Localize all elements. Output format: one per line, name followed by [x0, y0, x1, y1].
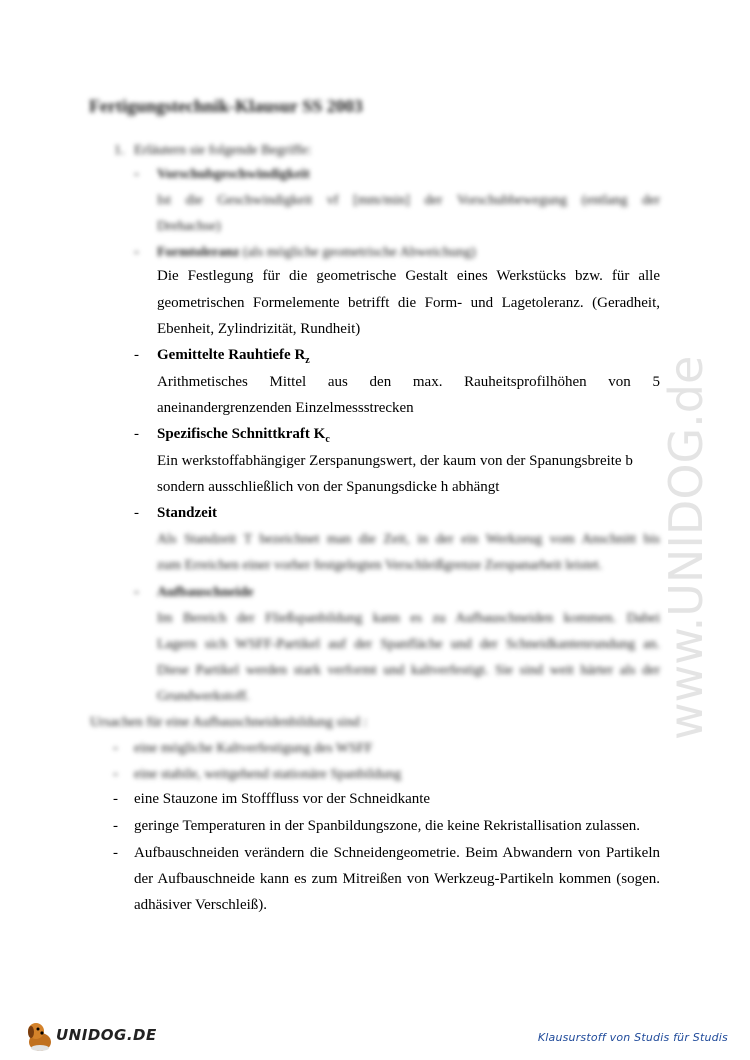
term-line: geometrischen Formelemente betrifft die Form- und Lagetoleranz. (Geradheit, — [157, 295, 660, 311]
cause-line: der Aufbauschneide kann es zum Mitreißen von Werkzeug-Partikeln kommen (sogen. — [134, 871, 660, 887]
term-heading: Formtoleranz — [157, 245, 240, 260]
term-line: Diese Partikel werden stark verformt und kaltverfestigt. Sie sind weit härter als der — [157, 663, 660, 678]
list-dash: - — [113, 766, 118, 782]
term-heading — [157, 426, 330, 445]
list-dash: - — [134, 505, 139, 521]
term-heading: Vorschubgeschwindigkeit — [157, 167, 310, 182]
document-title: Fertigungstechnik-Klausur SS 2003 — [89, 96, 363, 116]
term-suffix: (als mögliche geometrische Abweichung) — [239, 245, 476, 260]
term-line: Als Standzeit T bezeichnet man die Zeit, in der ein Werkzeug vom Anschnitt bis — [157, 532, 660, 547]
term-line: Grundwerkstoff. — [157, 689, 250, 704]
watermark-text: www.UNIDOG.de — [659, 355, 713, 740]
cause-line: eine mögliche Kaltverfestigung des WSFF — [134, 741, 373, 756]
term-line: Drehachse) — [157, 219, 221, 234]
cause-line: eine Stauzone im Stofffluss vor der Schneidkante — [134, 791, 431, 807]
footer-tagline: Klausurstoff von Studis für Studis — [537, 1031, 728, 1044]
term-line: Die Festlegung für die geometrische Gestalt eines Werkstücks bzw. für alle — [157, 268, 660, 284]
list-dash: - — [113, 818, 118, 834]
term-line: Ebenheit, Zylindrizität, Rundheit) — [157, 321, 361, 337]
list-dash: - — [134, 426, 139, 442]
logo-text: UNIDOG.DE — [56, 1026, 157, 1044]
list-dash: - — [134, 347, 139, 363]
list-dash: - — [134, 584, 139, 600]
watermark — [640, 270, 750, 750]
cause-line: Aufbauschneiden verändern die Schneidengeometrie. Beim Abwandern von Partikeln — [134, 845, 660, 861]
question-number: 1. — [114, 143, 125, 158]
list-dash: - — [134, 244, 139, 260]
term-heading-row — [157, 245, 476, 261]
causes-heading: Ursachen für eine Aufbauschneidenbildung sind : — [90, 715, 368, 730]
term-line: Im Bereich der Fließspanbildung kann es zu Aufbauschneiden kommen. Dabei — [157, 611, 660, 626]
term-subscript: c — [325, 434, 330, 445]
cause-line: eine stabile, weitgehend stationäre Spanbildung — [134, 767, 402, 782]
term-heading: Standzeit — [157, 505, 217, 521]
term-line: Lagern sich WSFF-Partikel auf der Spanfläche und der Schneidkantenrundung an. — [157, 637, 660, 652]
term-line: sondern ausschließlich von der Spanungsdicke h abhängt — [157, 479, 500, 495]
term-line: Ist die Geschwindigkeit vf [mm/min] der Vorschubbewegung (entlang der — [157, 193, 660, 208]
cause-line: adhäsiver Verschleiß). — [134, 897, 268, 913]
term-line: aneinandergrenzenden Einzelmessstrecken — [157, 400, 414, 416]
unidog-logo — [22, 1018, 162, 1054]
question-text: Erläutern sie folgende Begriffe: — [134, 143, 312, 158]
term-heading-text: Gemittelte Rauhtiefe R — [157, 347, 306, 363]
list-dash: - — [134, 166, 139, 182]
term-line: zum Erreichen einer vorher festgelegten Verschleißgrenze Zerspanarbeit leistet. — [157, 558, 603, 573]
term-heading — [157, 347, 310, 366]
term-heading: Aufbauschneide — [157, 585, 254, 600]
cause-line: geringe Temperaturen in der Spanbildungszone, die keine Rekristallisation zulassen. — [134, 818, 641, 834]
term-heading-text: Spezifische Schnittkraft K — [157, 426, 326, 442]
list-dash: - — [113, 740, 118, 756]
dog-mascot-icon — [22, 1018, 58, 1054]
term-line: Arithmetisches Mittel aus den max. Rauheitsprofilhöhen von 5 — [157, 374, 660, 390]
list-dash: - — [113, 845, 118, 861]
term-subscript: z — [305, 355, 310, 366]
list-dash: - — [113, 791, 118, 807]
term-line: Ein werkstoffabhängiger Zerspanungswert, der kaum von der Spanungsbreite b — [157, 453, 633, 469]
